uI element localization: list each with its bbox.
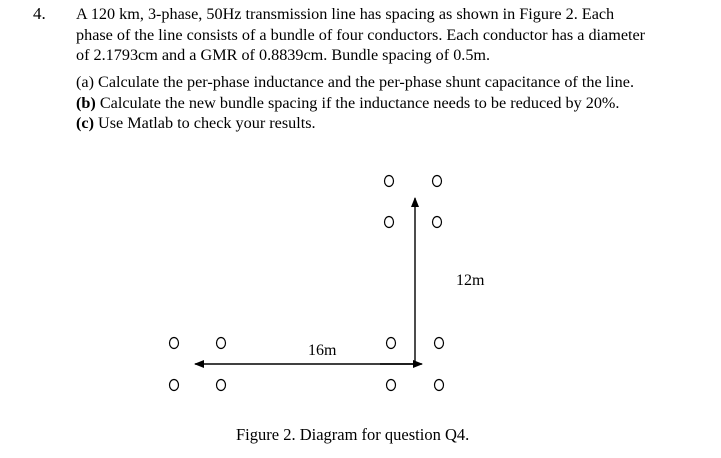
conductor-circle [433, 217, 442, 228]
conductor-circle [385, 176, 394, 187]
conductor-circle [385, 217, 394, 228]
part-a-tag: (a) [76, 73, 94, 91]
question-line: of 2.1793cm and a GMR of 0.8839cm. Bundle spacing of 0.5m. [76, 46, 491, 64]
part-c-text: Use Matlab to check your results. [93, 114, 316, 132]
part-a-text: Calculate the per-phase inductance and the per-phase shunt capacitance of the line. [93, 73, 635, 91]
conductor-circle [435, 380, 444, 391]
part-b-text: Calculate the new bundle spacing if the inductance needs to be reduced by 20%. [95, 93, 620, 112]
horizontal-spacing-label: 16m [308, 342, 337, 359]
conductor-circle [170, 380, 179, 391]
conductor-circle [217, 380, 226, 391]
conductor-circle [387, 338, 396, 349]
conductor-circle [217, 338, 226, 349]
conductor-circle [170, 338, 179, 349]
vertical-spacing-label: 12m [456, 272, 485, 289]
conductor-circle [387, 380, 396, 391]
part-b-tag: (b) [76, 93, 96, 112]
question-number: 4. [33, 4, 46, 23]
conductor-circle [433, 176, 442, 187]
conductor-circle [435, 338, 444, 349]
figure-caption: Figure 2. Diagram for question Q4. [236, 425, 470, 444]
part-c-tag: (c) [76, 114, 94, 132]
question-line: A 120 km, 3-phase, 50Hz transmission line has spacing as shown in Figure 2. Each [76, 5, 615, 23]
question-line: phase of the line consists of a bundle of four conductors. Each conductor has a diameter [76, 25, 646, 44]
